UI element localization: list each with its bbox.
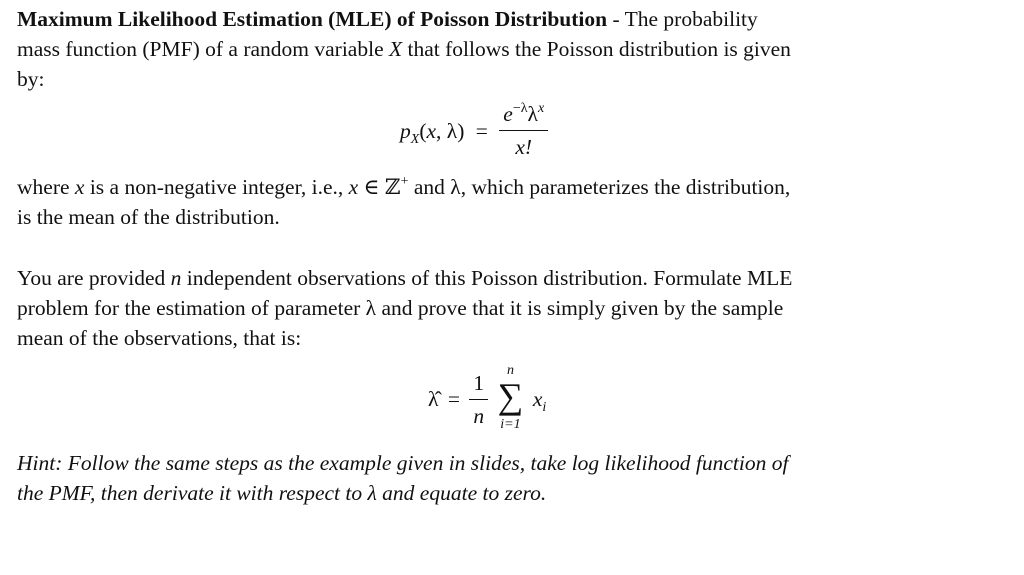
- math-equals: =: [447, 387, 460, 411]
- intro-text: mass function (PMF) of a random variable: [17, 37, 389, 61]
- hint-line-2: [17, 478, 546, 508]
- hint-line-1: [17, 448, 788, 478]
- where-line-1: [17, 172, 790, 202]
- math-var: X: [389, 37, 403, 61]
- where-line-2: [17, 202, 280, 232]
- where-text: is a non-negative integer, i.e.,: [84, 175, 349, 199]
- hint-text: Hint: Follow the same steps as the example given in slides, take log likelihood function of: [17, 451, 789, 475]
- math-sup: +: [400, 174, 409, 189]
- intro-line-1: [17, 4, 758, 34]
- estimator-formula: [428, 364, 546, 434]
- pmf-fraction: [499, 100, 548, 161]
- provided-line-2: [17, 293, 783, 323]
- estimator-fraction: [469, 369, 488, 430]
- intro-tail: - The probability: [607, 7, 758, 31]
- provided-text: problem for the estimation of parameter λ and prove that it is simply given by the sample: [17, 296, 784, 320]
- math-var: x: [348, 175, 359, 199]
- provided-line-1: [17, 263, 792, 293]
- section-heading: Maximum Likelihood Estimation (MLE) of Poisson Distribution: [17, 7, 608, 31]
- math-var: λ: [446, 118, 458, 143]
- intro-line-2: [17, 34, 791, 64]
- math-var: λ: [527, 102, 538, 126]
- fraction-bar: [469, 399, 488, 400]
- where-text: is the mean of the distribution.: [17, 205, 280, 229]
- estimator-numerator: 1: [473, 370, 485, 395]
- math-sup: −λ: [512, 101, 528, 116]
- pmf-formula: [400, 100, 548, 161]
- math-var: x: [426, 118, 437, 143]
- math-comma: ,: [436, 118, 447, 143]
- provided-text: You are provided: [17, 266, 171, 290]
- sum-symbol: ∑: [497, 376, 524, 416]
- fraction-bar: [499, 130, 548, 131]
- hint-text: the PMF, then derivate it with respect to λ and equate to zero.: [17, 481, 547, 505]
- sum-upper-limit: n: [506, 363, 514, 378]
- intro-line-3: [17, 64, 44, 94]
- sum-lower-limit: [493, 418, 527, 432]
- summation: [493, 364, 527, 434]
- math-sup: x: [537, 101, 545, 116]
- math-sub: X: [410, 131, 420, 147]
- pmf-denominator: x!: [515, 135, 533, 159]
- estimator-denominator: n: [473, 403, 485, 428]
- math-var: x: [532, 387, 543, 411]
- math-var: λ̂: [428, 387, 439, 411]
- math-var: x: [74, 175, 85, 199]
- math-var: e: [503, 102, 513, 126]
- where-text: and λ, which parameterizes the distribution,: [408, 175, 791, 199]
- intro-text: by:: [17, 67, 45, 91]
- provided-line-3: [17, 323, 301, 353]
- math-paren: ): [457, 118, 465, 143]
- math-equals: =: [475, 118, 488, 143]
- math-var: n: [170, 266, 182, 290]
- provided-text: mean of the observations, that is:: [17, 326, 302, 350]
- provided-text: independent observations of this Poisson distribution. Formulate MLE: [181, 266, 793, 290]
- intro-text: that follows the Poisson distribution is given: [402, 37, 791, 61]
- math-set: ∈ ℤ: [358, 175, 401, 199]
- pmf-numerator: [499, 100, 548, 128]
- math-paren: (: [419, 118, 427, 143]
- math-var: p: [400, 118, 411, 143]
- where-text: where: [17, 175, 75, 199]
- math-sub: i: [542, 400, 547, 415]
- sum-lower-text: i=1: [500, 417, 521, 432]
